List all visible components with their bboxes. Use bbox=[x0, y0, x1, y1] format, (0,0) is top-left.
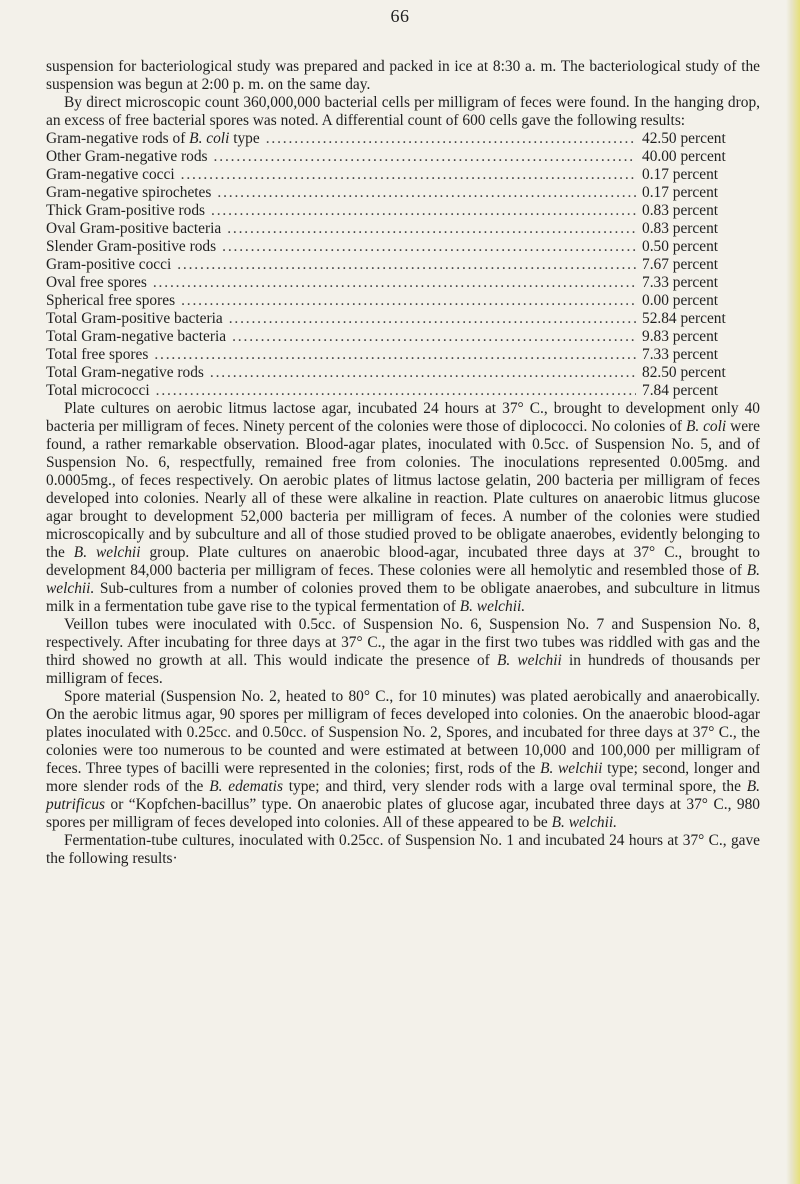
leader-dots bbox=[232, 328, 636, 346]
leader-dots bbox=[154, 346, 636, 364]
spore-ital-1: B. welchii bbox=[540, 760, 603, 777]
result-value: 0.17 percent bbox=[642, 184, 719, 201]
result-label bbox=[46, 274, 147, 292]
result-value: 0.83 percent bbox=[642, 202, 719, 219]
result-row bbox=[46, 346, 760, 364]
result-value: 0.17 percent bbox=[642, 166, 719, 183]
leader-dots bbox=[217, 184, 636, 202]
result-label bbox=[46, 292, 175, 310]
direct-count-paragraph: By direct microscopic count 360,000,000 bacterial cells per milligram of feces were found. In the hanging drop, an excess of free bacterial spores was noted. A differential count of 600 cells gave the following results: bbox=[46, 94, 760, 129]
veillon-ital: B. welchii bbox=[496, 652, 562, 669]
plate-ital-2: B. welchii bbox=[73, 544, 141, 561]
result-label-italic: B. coli bbox=[189, 130, 230, 147]
spore-ital-2: B. edematis bbox=[209, 778, 283, 795]
spore-text-3: type; and third, very slender rods with a large oval terminal spore, the bbox=[282, 778, 747, 795]
result-label bbox=[46, 328, 226, 346]
result-row bbox=[46, 202, 760, 220]
result-label-text: Gram-negative spirochetes bbox=[46, 184, 212, 201]
result-label-text: Spherical free spores bbox=[46, 292, 176, 309]
result-label bbox=[46, 202, 205, 220]
result-label-text: Gram-negative rods of bbox=[46, 130, 190, 147]
result-label-text: Other Gram-negative rods bbox=[46, 148, 208, 165]
page-edge bbox=[786, 0, 800, 1184]
result-value: 7.67 percent bbox=[642, 256, 719, 273]
result-label-text: Total free spores bbox=[46, 346, 149, 363]
text-block bbox=[46, 58, 760, 868]
result-value: 0.83 percent bbox=[642, 220, 719, 237]
result-label bbox=[46, 364, 204, 382]
page-number: 66 bbox=[390, 6, 410, 26]
result-row bbox=[46, 220, 760, 238]
spore-paragraph bbox=[46, 688, 760, 832]
result-row bbox=[46, 148, 760, 166]
leader-dots bbox=[222, 238, 636, 256]
plate-text-1: Plate cultures on aerobic litmus lactose agar, incubated 24 hours at 37° C., brought to development only 40 bacteria per milligram of feces. Ninety percent of the colonies were those of diplococci. No colonies of bbox=[46, 400, 760, 435]
leader-dots bbox=[214, 148, 636, 166]
result-row bbox=[46, 184, 760, 202]
result-value: 52.84 percent bbox=[642, 310, 726, 327]
spore-text-2: type; second, longer and more slender rods of the bbox=[46, 760, 760, 795]
result-label bbox=[46, 256, 171, 274]
result-label-suffix: type bbox=[229, 130, 260, 147]
result-row bbox=[46, 382, 760, 400]
result-value: 9.83 percent bbox=[642, 328, 719, 345]
veillon-text-2: in hundreds of thousands per milligram of feces. bbox=[46, 652, 760, 687]
result-value: 42.50 percent bbox=[642, 130, 726, 147]
plate-ital-4: B. welchii. bbox=[459, 598, 526, 615]
result-label bbox=[46, 346, 148, 364]
result-row bbox=[46, 238, 760, 256]
result-row bbox=[46, 292, 760, 310]
result-value: 82.50 percent bbox=[642, 364, 726, 381]
intro-paragraph: suspension for bacteriological study was prepared and packed in ice at 8:30 a. m. The bacteriological study of the suspension was begun at 2:00 p. m. on the same day. bbox=[46, 58, 760, 93]
result-value: 0.50 percent bbox=[642, 238, 719, 255]
leader-dots bbox=[181, 292, 636, 310]
result-label-text: Oval free spores bbox=[46, 274, 147, 291]
fermentation-paragraph: Fermentation-tube cultures, inoculated with 0.25cc. of Suspension No. 1 and incubated 24 hours at 37° C., gave the following results· bbox=[46, 832, 760, 867]
spore-text-1: Spore material (Suspension No. 2, heated to 80° C., for 10 minutes) was plated aerobically and anaerobically. On the aerobic litmus agar, 90 spores per milligram of feces developed into colonies. On the anaerobic blood-agar plates inoculated with 0.25cc. and 0.50cc. of Suspension No. 2, Spores, and incubated for three days at 37° C., the colonies were too numerous to be counted and were estimated at between 10,000 and 100,000 per milligram of feces. Three types of bacilli were represented in the colonies; first, rods of the bbox=[46, 688, 760, 777]
leader-dots bbox=[177, 256, 636, 274]
result-row bbox=[46, 364, 760, 382]
result-label-text: Total Gram-negative rods bbox=[46, 364, 204, 381]
result-label bbox=[46, 130, 260, 148]
leader-dots bbox=[229, 310, 636, 328]
result-label-text: Gram-negative cocci bbox=[46, 166, 175, 183]
leader-dots bbox=[210, 364, 636, 382]
result-label-text: Slender Gram-positive rods bbox=[46, 238, 217, 255]
result-row bbox=[46, 166, 760, 184]
result-row bbox=[46, 310, 760, 328]
spore-text-4: or “Kopfchen-bacillus” type. On anaerobic plates of glucose agar, incubated three days at 37° C., 980 spores per milligram of feces developed into colonies. All of these appeared to be bbox=[46, 796, 760, 831]
plate-text-3: group. Plate cultures on anaerobic blood-agar, incubated three days at 37° C., brought to development 84,000 bacteria per milligram of feces. These colonies were all hemolytic and resembled those of bbox=[46, 544, 760, 579]
result-value: 40.00 percent bbox=[642, 148, 726, 165]
leader-dots bbox=[227, 220, 636, 238]
result-value: 7.33 percent bbox=[642, 274, 719, 291]
result-label-text: Total micrococci bbox=[46, 382, 150, 399]
plate-ital-3: B. welchii. bbox=[46, 562, 760, 597]
result-label-text: Total Gram-negative bacteria bbox=[46, 328, 227, 345]
result-label-text: Gram-positive cocci bbox=[46, 256, 172, 273]
results-list bbox=[46, 130, 760, 400]
result-label bbox=[46, 184, 211, 202]
result-label bbox=[46, 220, 221, 238]
result-row bbox=[46, 328, 760, 346]
result-label-text: Oval Gram-positive bacteria bbox=[46, 220, 222, 237]
result-row bbox=[46, 256, 760, 274]
result-value: 7.84 percent bbox=[642, 382, 719, 399]
plate-cultures-paragraph bbox=[46, 400, 760, 616]
spore-ital-3: B. putrificus bbox=[46, 778, 761, 813]
result-label bbox=[46, 148, 208, 166]
leader-dots bbox=[181, 166, 636, 184]
result-label bbox=[46, 166, 175, 184]
leader-dots bbox=[153, 274, 636, 292]
result-label bbox=[46, 310, 223, 328]
plate-ital-1: B. coli bbox=[685, 418, 727, 435]
leader-dots bbox=[266, 130, 636, 148]
veillon-paragraph bbox=[46, 616, 760, 688]
spore-ital-4: B. welchii. bbox=[551, 814, 617, 831]
result-value: 0.00 percent bbox=[642, 292, 719, 309]
result-row bbox=[46, 274, 760, 292]
leader-dots bbox=[156, 382, 636, 400]
result-row bbox=[46, 130, 760, 148]
veillon-text-1: Veillon tubes were inoculated with 0.5cc. of Suspension No. 6, Suspension No. 7 and Suspension No. 8, respectively. After incubating for three days at 37° C., the agar in the first two tubes was riddled with gas and the third showed no growth at all. This would indicate the presence of bbox=[46, 616, 760, 669]
leader-dots bbox=[211, 202, 636, 220]
result-value: 7.33 percent bbox=[642, 346, 719, 363]
plate-text-2: were found, a rather remarkable observation. Blood-agar plates, inoculated with 0.5cc. of Suspension No. 5, and of Suspension No. 6, respectfully, remained free from colonies. The inoculations represented 0.005mg. and 0.0005mg., of feces respectively. On aerobic plates of litmus lactose gelatin, 200 bacteria per milligram of feces developed into colonies. Nearly all of these were alkaline in reaction. Plate cultures on anaerobic litmus glucose agar brought to development 52,000 bacteria per milligram of feces. A number of the colonies were studied microscopically and by subculture and all of those studied proved to be obligate anaerobes, evidently belonging to the bbox=[46, 418, 760, 561]
result-label-text: Total Gram-positive bacteria bbox=[46, 310, 223, 327]
result-label bbox=[46, 238, 216, 256]
result-label bbox=[46, 382, 150, 400]
result-label-text: Thick Gram-positive rods bbox=[46, 202, 206, 219]
plate-text-4: Sub-cultures from a number of colonies proved them to be obligate anaerobes, and subculture in litmus milk in a fermentation tube gave rise to the typical fermentation of bbox=[46, 580, 760, 615]
